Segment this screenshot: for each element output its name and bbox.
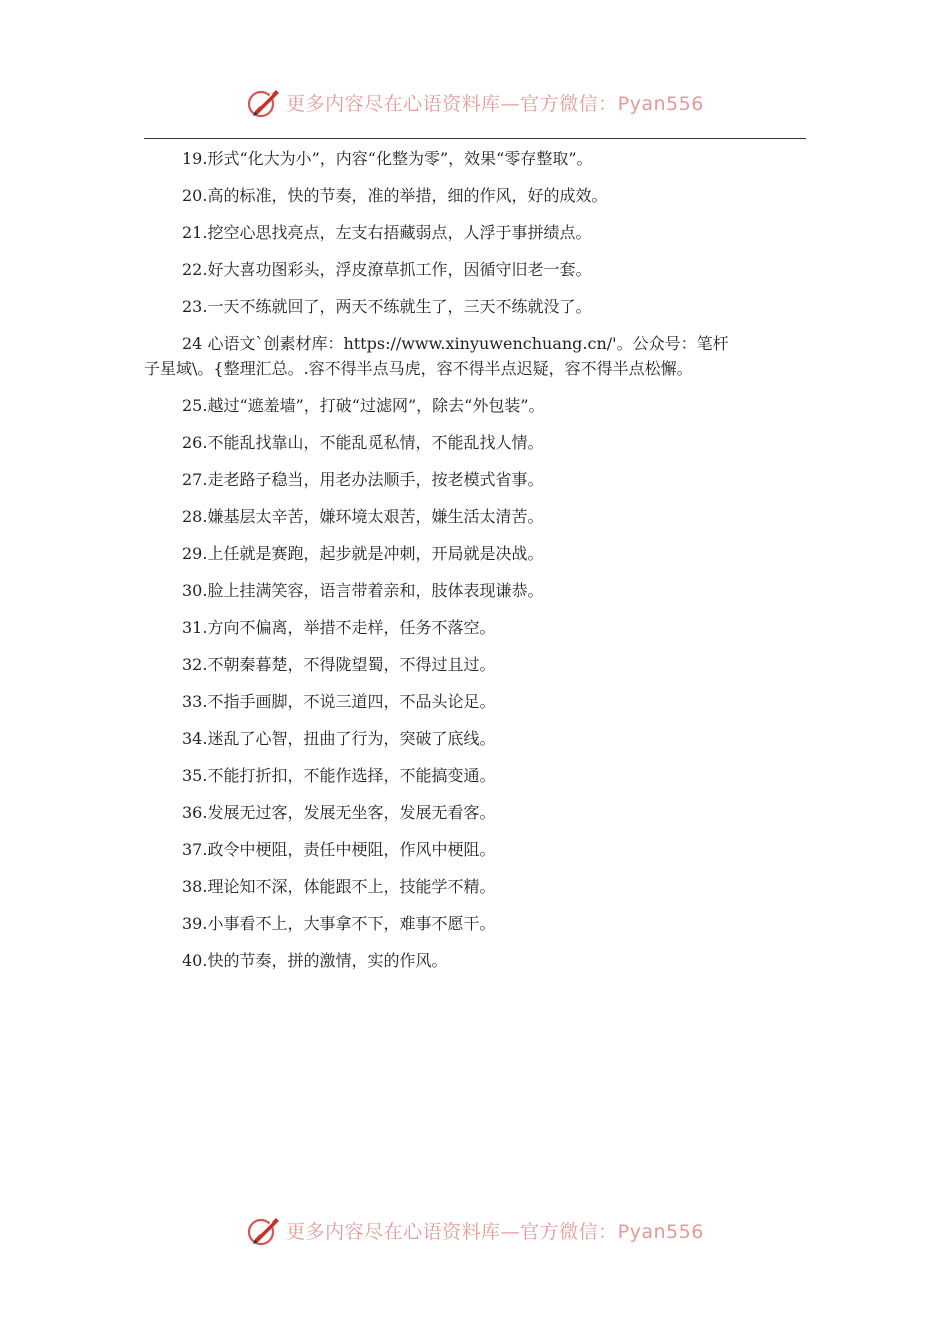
quill-pen-logo-icon <box>246 1212 282 1248</box>
list-item: 34.迷乱了心智，扭曲了行为，突破了底线。 <box>182 729 496 748</box>
list-item: 37.政令中梗阻，责任中梗阻，作风中梗阻。 <box>182 840 496 859</box>
list-item: 30.脸上挂满笑容，语言带着亲和，肢体表现谦恭。 <box>182 581 544 600</box>
list-item: 25.越过“遮羞墙”，打破“过滤网”，除去“外包装”。 <box>182 396 545 415</box>
list-item-24-line2: 子星域\。{整理汇总。.容不得半点马虎，容不得半点迟疑，容不得半点松懈。 <box>144 359 693 378</box>
quill-pen-logo-icon <box>246 84 282 120</box>
list-item: 38.理论知不深，体能跟不上，技能学不精。 <box>182 877 496 896</box>
list-item: 23.一天不练就回了，两天不练就生了，三天不练就没了。 <box>182 297 592 316</box>
header-banner <box>0 84 950 120</box>
list-item: 33.不指手画脚，不说三道四，不品头论足。 <box>182 692 496 711</box>
list-item-24-line1: 24 心语文`创素材库：https://www.xinyuwenchuang.cn/'。公众号：笔杆 <box>182 334 729 353</box>
footer-wechat-id: Pyan556 <box>617 1220 704 1243</box>
list-item: 36.发展无过客，发展无坐客，发展无看客。 <box>182 803 496 822</box>
list-item: 29.上任就是赛跑，起步就是冲刺，开局就是决战。 <box>182 544 544 563</box>
list-item: 28.嫌基层太辛苦，嫌环境太艰苦，嫌生活太清苦。 <box>182 507 544 526</box>
header-banner-text <box>286 89 704 116</box>
list-item: 32.不朝秦暮楚，不得陇望蜀，不得过且过。 <box>182 655 496 674</box>
list-item: 40.快的节奏，拼的激情，实的作风。 <box>182 951 448 970</box>
header-banner-main: 更多内容尽在心语资料库—官方微信： <box>286 92 618 115</box>
list-item: 35.不能打折扣，不能作选择，不能搞变通。 <box>182 766 496 785</box>
list-item: 39.小事看不上，大事拿不下，难事不愿干。 <box>182 914 496 933</box>
header-wechat-id: Pyan556 <box>617 92 704 115</box>
list-item: 20.高的标准，快的节奏，准的举措，细的作风，好的成效。 <box>182 186 608 205</box>
list-item: 26.不能乱找靠山，不能乱觅私情，不能乱找人情。 <box>182 433 544 452</box>
footer-banner-text <box>286 1217 704 1244</box>
list-item: 19.形式“化大为小”，内容“化整为零”，效果“零存整取”。 <box>182 149 593 168</box>
footer-banner-main: 更多内容尽在心语资料库—官方微信： <box>286 1220 618 1243</box>
list-item-24 <box>144 331 806 381</box>
document-body <box>144 146 806 985</box>
footer-banner <box>0 1212 950 1248</box>
list-item: 31.方向不偏离，举措不走样，任务不落空。 <box>182 618 496 637</box>
list-item: 21.挖空心思找亮点，左支右捂藏弱点，人浮于事拼绩点。 <box>182 223 592 242</box>
list-item: 22.好大喜功图彩头，浮皮潦草抓工作，因循守旧老一套。 <box>182 260 592 279</box>
list-item: 27.走老路子稳当，用老办法顺手，按老模式省事。 <box>182 470 544 489</box>
header-rule <box>144 138 806 139</box>
